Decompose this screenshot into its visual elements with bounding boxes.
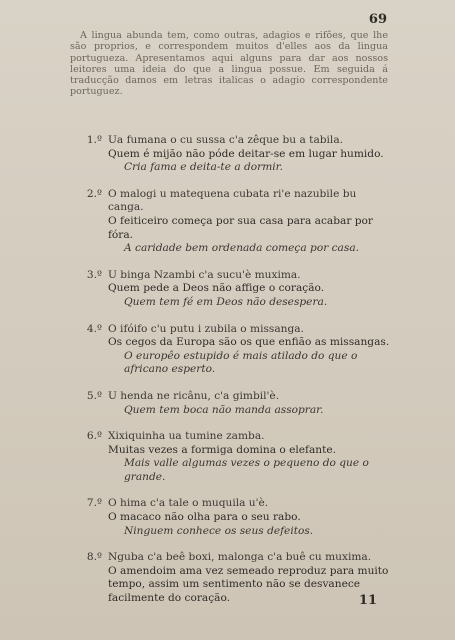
- equivalent-adage: A caridade bem ordenada começa por casa.: [124, 242, 359, 255]
- intro-paragraph: A lingua abunda tem, como outras, adagios e rifões, que lhe são proprios, e correspondem muitos d'elles aos da lingua portugueza. Apresentamos aqui alguns para dar aos nossos leitores uma ideia do que a lingua possue. Em seguida á traducção damos em letras italicas o adagio correspondente portuguez.: [70, 30, 388, 98]
- entry-number: 5.º: [86, 389, 102, 402]
- translation-text: Os cegos da Europa são os que enfião as missangas.: [108, 336, 390, 349]
- entry-number: 6.º: [86, 430, 102, 443]
- page-number: 69: [368, 12, 387, 27]
- proverb-text: O ifóifo c'u putu i zubila o missanga.: [108, 322, 304, 335]
- proverb-text: U henda ne ricânu, c'a gimbil'è.: [108, 389, 280, 402]
- proverb-entry-2: [78, 188, 393, 256]
- translation-text: O amendoim ama vez semeado reproduz para muito tempo, assim um sentimento não se desvanece facilmente do coração.: [108, 564, 389, 605]
- proverb-text: O hima c'a tale o muquila u'è.: [108, 497, 269, 510]
- proverb-text: O malogi u matequena cubata ri'e nazubile bu canga.: [108, 187, 357, 214]
- entry-number: 3.º: [86, 268, 102, 281]
- signature-mark: 11: [358, 593, 377, 608]
- equivalent-adage: Ninguem conhece os seus defeitos.: [124, 524, 314, 537]
- entry-number: 4.º: [86, 322, 102, 335]
- proverb-entry-8: [78, 551, 393, 605]
- translation-text: Quem pede a Deos não affige o coração.: [108, 282, 325, 295]
- entry-number: 2.º: [86, 187, 102, 200]
- translation-text: O macaco não olha para o seu rabo.: [108, 511, 301, 524]
- equivalent-adage: Quem tem boca não manda assoprar.: [124, 403, 324, 416]
- proverb-entry-5: [78, 390, 393, 417]
- proverb-text: U binga Nzambi c'a sucu'è muxima.: [108, 268, 301, 281]
- proverb-entry-4: [78, 323, 393, 377]
- entry-number: 1.º: [86, 134, 102, 146]
- equivalent-adage: Quem tem fé em Deos não desespera.: [124, 295, 328, 308]
- proverb-entry-3: [78, 269, 393, 310]
- equivalent-adage: Mais valle algumas vezes o pequeno do que o grande.: [124, 457, 369, 483]
- proverb-entry-7: [78, 497, 393, 538]
- proverb-text: Nguba c'a beê boxi, malonga c'a buê cu muxima.: [108, 551, 372, 564]
- translation-text: Quem é mijão não póde deitar-se em lugar humido.: [108, 147, 384, 160]
- proverb-entry-1: [78, 134, 393, 175]
- entry-number: 8.º: [86, 551, 102, 564]
- proverb-text: Ua fumana o cu sussa c'a zêque bu a tabila.: [108, 134, 343, 146]
- proverb-text: Xixiquinha ua tumine zamba.: [108, 430, 265, 443]
- proverb-list: [78, 134, 393, 619]
- equivalent-adage: O europêo estupido é mais atilado do que o africano esperto.: [124, 349, 358, 376]
- entry-number: 7.º: [86, 497, 102, 510]
- proverb-entry-6: [78, 430, 393, 484]
- equivalent-adage: Cria fama e deita-te a dormir.: [124, 161, 283, 174]
- translation-text: O feiticeiro começa por sua casa para acabar por fóra.: [108, 214, 373, 241]
- translation-text: Muitas vezes a formiga domina o elefante.: [108, 443, 337, 456]
